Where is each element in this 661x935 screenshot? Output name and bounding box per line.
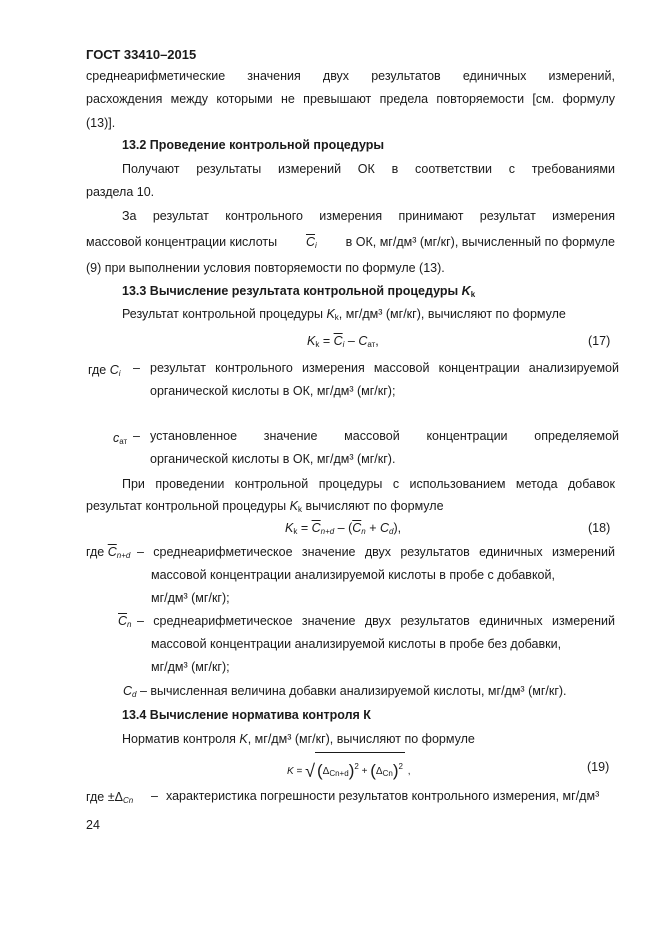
s134-where-text: характеристика погрешности результатов контрольного измерения, мг/дм³ <box>166 789 600 803</box>
w3-line2: массовой концентрации анализируемой кислоты в пробе с добавкой, <box>151 568 555 582</box>
formula-19: K = √ $(\Delta_{Cn+d})^2 + (\Delta_{Cn})^2$ , <box>287 752 411 788</box>
formula-18-number: (18) <box>588 521 611 535</box>
w4-line2: массовой концентрации анализируемой кислоты в пробе без добавки, <box>151 637 562 651</box>
s132-p1-line1: Получают результаты измерений ОК в соответствии с требованиями <box>122 162 615 176</box>
formula-19-radicand: $(\Delta_{Cn+d})^2 + (\Delta_{Cn})^2$ <box>315 752 405 788</box>
w1-line2: органической кислоты в ОК, мг/дм³ (мг/кг); <box>150 384 396 398</box>
s134-p1: Норматив контроля K, мг/дм³ (мг/кг), вычисляют по формуле <box>122 732 475 746</box>
s132-p2-line3: (9) при выполнении условия повторяемости по формуле (13). <box>86 261 445 275</box>
intro-line-1: среднеарифметические значения двух результатов единичных измерений, <box>86 69 615 83</box>
w2-dash: – <box>133 429 140 443</box>
s133-p2-line1: При проведении контрольной процедуры с использованием метода добавок <box>122 477 615 491</box>
section-heading-13-3: 13.3 Вычисление результата контрольной процедуры $K_k$ <box>122 284 476 299</box>
w3-symbol: где $\overline{C}_{n+d}$ <box>86 545 131 560</box>
s134-where-symbol: где $\pm\Delta_{Cn}$ <box>86 790 134 805</box>
w1-dash: – <box>133 361 140 375</box>
s134-where-dash: – <box>151 789 158 803</box>
s132-p2-line2-start: массовой концентрации кислоты <box>86 235 278 249</box>
section-heading-13-2: 13.2 Проведение контрольной процедуры <box>122 138 385 152</box>
w2-line1: установленное значение массовой концентрации определяемой <box>150 429 619 443</box>
document-header: ГОСТ 33410–2015 <box>86 47 197 62</box>
s132-p2-line2 <box>86 232 615 256</box>
section-heading-13-4: 13.4 Вычисление норматива контроля К <box>122 708 371 722</box>
w4-line1: – среднеарифметическое значение двух результатов единичных измерений <box>137 614 615 628</box>
where-label: где $C_i$ <box>88 363 121 378</box>
formula-18: $K_k = \overline{C}_{n+d} - (\overline{C}_n + C_d)$, <box>285 521 402 536</box>
s132-p1-line2: раздела 10. <box>86 185 155 199</box>
s133-p2-line2: результат контрольной процедуры $K_k$ вычисляют по формуле <box>86 499 444 514</box>
formula-17: $K_k = \overline{C}_i - C_{ат}$, <box>307 334 379 349</box>
w3-line3: мг/дм³ (мг/кг); <box>151 591 230 605</box>
intro-line-3: (13)]. <box>86 116 116 130</box>
w2-symbol: $c_{ат}$ <box>113 431 128 446</box>
w4-symbol: $\overline{C}_n$ <box>118 614 132 629</box>
intro-line-2: расхождения между которыми не превышают предела повторяемости [см. формулу <box>86 92 615 106</box>
formula-17-number: (17) <box>588 334 611 348</box>
w5: $C_d$ – вычисленная величина добавки анализируемой кислоты, мг/дм³ (мг/кг). <box>123 684 567 699</box>
concentration-symbol: $\overline{C}_i$ <box>305 235 317 250</box>
s133-p1: Результат контрольной процедуры $K_k$, мг/дм³ (мг/кг), вычисляют по формуле <box>122 307 566 322</box>
page-number: 24 <box>86 818 100 832</box>
w2-line2: органической кислоты в ОК, мг/дм³ (мг/кг). <box>150 452 396 466</box>
s132-p2-line1: За результат контрольного измерения принимают результат измерения <box>122 209 615 223</box>
formula-19-number: (19) <box>587 760 610 774</box>
w3-line1: – среднеарифметическое значение двух результатов единичных измерений <box>137 545 615 559</box>
w4-line3: мг/дм³ (мг/кг); <box>151 660 230 674</box>
s132-p2-line2-end: в ОК, мг/дм³ (мг/кг), вычисленный по формуле <box>345 235 615 249</box>
w1-line1: результат контрольного измерения массовой концентрации анализируемой <box>150 361 619 375</box>
